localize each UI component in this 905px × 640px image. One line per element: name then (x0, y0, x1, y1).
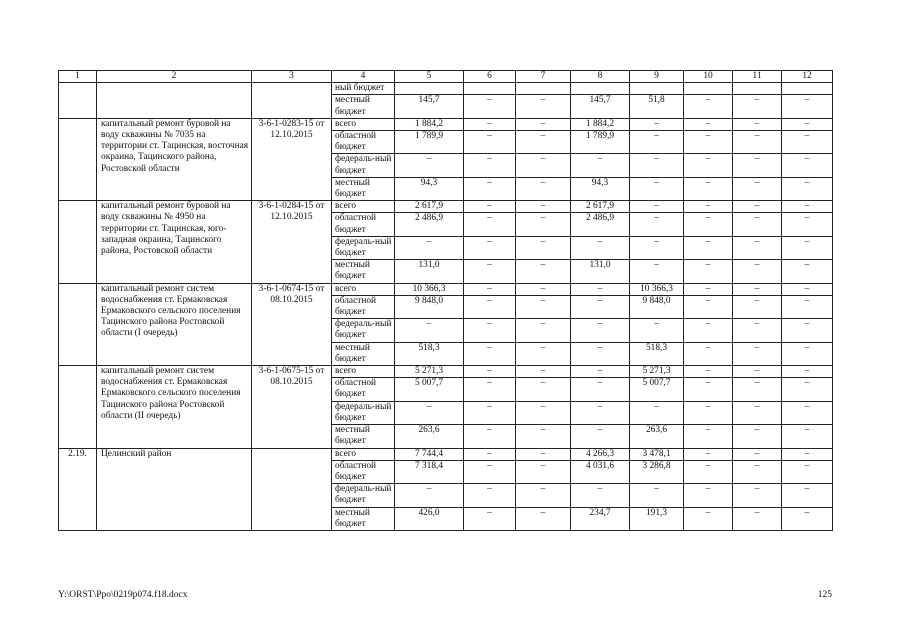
value-cell: 10 366,3 (630, 283, 684, 295)
column-header: 12 (782, 71, 833, 83)
table-row (59, 83, 833, 95)
value-cell: – (733, 131, 782, 154)
value-cell: – (516, 260, 571, 283)
value-cell: – (733, 342, 782, 365)
value-cell: – (782, 401, 833, 424)
value-cell: – (516, 283, 571, 295)
value-cell: – (464, 283, 516, 295)
value-cell: – (516, 177, 571, 200)
value-cell: – (464, 507, 516, 530)
value-cell: – (630, 154, 684, 177)
value-cell: – (630, 213, 684, 236)
value-cell: – (733, 460, 782, 483)
value-cell (782, 83, 833, 95)
value-cell: – (516, 295, 571, 318)
value-cell: 145,7 (395, 95, 464, 118)
value-cell: – (684, 283, 733, 295)
value-cell: – (782, 448, 833, 460)
value-cell: 1 789,9 (395, 131, 464, 154)
value-cell: 131,0 (571, 260, 630, 283)
registration-cell: 3-6-1-0674-15 от 08.10.2015 (252, 283, 332, 365)
budget-type-cell: местный бюджет (332, 425, 395, 448)
value-cell: 518,3 (395, 342, 464, 365)
value-cell: – (782, 236, 833, 259)
value-cell: – (464, 448, 516, 460)
value-cell: – (464, 484, 516, 507)
value-cell: – (733, 95, 782, 118)
value-cell: – (684, 342, 733, 365)
registration-cell (252, 448, 332, 530)
value-cell: – (782, 507, 833, 530)
value-cell: – (782, 260, 833, 283)
value-cell: – (395, 484, 464, 507)
value-cell: – (684, 401, 733, 424)
value-cell: – (684, 177, 733, 200)
value-cell: – (464, 378, 516, 401)
registration-cell: 3-6-1-0283-15 от 12.10.2015 (252, 118, 332, 200)
value-cell: – (571, 154, 630, 177)
budget-type-cell: местный бюджет (332, 342, 395, 365)
value-cell: – (684, 154, 733, 177)
value-cell: 1 884,2 (571, 118, 630, 130)
value-cell: – (684, 118, 733, 130)
value-cell: – (571, 378, 630, 401)
value-cell: – (630, 177, 684, 200)
value-cell: 2 617,9 (395, 201, 464, 213)
value-cell: 5 271,3 (395, 366, 464, 378)
registration-cell: 3-6-1-0284-15 от 12.10.2015 (252, 201, 332, 283)
value-cell: 51,8 (630, 95, 684, 118)
budget-type-cell: областной бюджет (332, 131, 395, 154)
budget-type-cell: всего (332, 448, 395, 460)
budget-type-cell: федераль-ный бюджет (332, 154, 395, 177)
item-number-cell (59, 201, 97, 283)
footer-file-path: Y:\ORST\Ppo\0219p074.f18.docx (58, 590, 188, 600)
budget-type-cell: местный бюджет (332, 260, 395, 283)
value-cell: – (684, 295, 733, 318)
budget-type-cell: всего (332, 366, 395, 378)
page-number: 125 (817, 590, 832, 600)
value-cell: – (684, 131, 733, 154)
value-cell: – (516, 425, 571, 448)
value-cell: – (684, 484, 733, 507)
value-cell: – (464, 201, 516, 213)
value-cell: 131,0 (395, 260, 464, 283)
value-cell (630, 83, 684, 95)
value-cell: – (733, 260, 782, 283)
column-header: 10 (684, 71, 733, 83)
item-number-cell (59, 283, 97, 365)
value-cell: – (516, 448, 571, 460)
budget-table (58, 70, 833, 531)
value-cell: 9 848,0 (395, 295, 464, 318)
column-header: 6 (464, 71, 516, 83)
value-cell: 1 789,9 (571, 131, 630, 154)
value-cell: 9 848,0 (630, 295, 684, 318)
value-cell: 518,3 (630, 342, 684, 365)
table-row (59, 118, 833, 130)
value-cell: – (516, 460, 571, 483)
value-cell: – (516, 201, 571, 213)
value-cell: – (684, 260, 733, 283)
column-header: 8 (571, 71, 630, 83)
value-cell: – (782, 460, 833, 483)
value-cell: – (464, 425, 516, 448)
value-cell (516, 83, 571, 95)
value-cell: – (733, 213, 782, 236)
value-cell: – (464, 460, 516, 483)
value-cell: – (782, 378, 833, 401)
budget-type-cell: местный бюджет (332, 177, 395, 200)
budget-type-cell: федераль-ный бюджет (332, 319, 395, 342)
value-cell: – (464, 260, 516, 283)
value-cell: – (464, 177, 516, 200)
table-row (59, 448, 833, 460)
value-cell: – (733, 378, 782, 401)
value-cell: 10 366,3 (395, 283, 464, 295)
value-cell: – (782, 366, 833, 378)
value-cell: – (464, 342, 516, 365)
value-cell: – (782, 118, 833, 130)
budget-type-cell: областной бюджет (332, 295, 395, 318)
value-cell: 5 271,3 (630, 366, 684, 378)
value-cell (464, 83, 516, 95)
value-cell: – (516, 366, 571, 378)
value-cell: 94,3 (571, 177, 630, 200)
budget-type-cell: федераль-ный бюджет (332, 236, 395, 259)
object-name-cell: Целинский район (97, 448, 252, 530)
column-header: 3 (252, 71, 332, 83)
value-cell: – (516, 236, 571, 259)
value-cell: – (571, 366, 630, 378)
value-cell: – (395, 319, 464, 342)
value-cell: 2 486,9 (395, 213, 464, 236)
budget-type-cell: областной бюджет (332, 213, 395, 236)
budget-type-cell: всего (332, 118, 395, 130)
value-cell: – (684, 201, 733, 213)
value-cell: – (684, 319, 733, 342)
budget-type-cell: всего (332, 283, 395, 295)
value-cell: – (464, 118, 516, 130)
value-cell: 5 007,7 (395, 378, 464, 401)
value-cell: – (630, 118, 684, 130)
object-name-cell: капитальный ремонт буровой на воду скважины № 7035 на территории ст. Тацинская, восточная окраина, Тацинского района, Ростовской области (97, 118, 252, 200)
value-cell: – (733, 319, 782, 342)
value-cell: – (684, 460, 733, 483)
value-cell: – (516, 484, 571, 507)
budget-type-cell: местный бюджет (332, 507, 395, 530)
value-cell: – (516, 401, 571, 424)
value-cell: – (782, 154, 833, 177)
value-cell: – (684, 425, 733, 448)
value-cell: – (571, 236, 630, 259)
column-header: 4 (332, 71, 395, 83)
value-cell: – (733, 507, 782, 530)
budget-type-cell: всего (332, 201, 395, 213)
value-cell: – (571, 484, 630, 507)
value-cell: – (782, 283, 833, 295)
value-cell: – (733, 366, 782, 378)
value-cell: – (630, 131, 684, 154)
value-cell: 234,7 (571, 507, 630, 530)
item-number-cell (59, 366, 97, 448)
value-cell: – (782, 484, 833, 507)
table-row (59, 366, 833, 378)
item-number-cell (59, 83, 97, 119)
value-cell (684, 83, 733, 95)
value-cell: 4 266,3 (571, 448, 630, 460)
value-cell: – (395, 401, 464, 424)
value-cell: – (630, 319, 684, 342)
value-cell: – (782, 201, 833, 213)
value-cell: – (516, 507, 571, 530)
value-cell: – (464, 295, 516, 318)
value-cell: – (464, 366, 516, 378)
object-name-cell (97, 83, 252, 119)
value-cell: – (782, 131, 833, 154)
value-cell: 94,3 (395, 177, 464, 200)
value-cell: – (733, 236, 782, 259)
value-cell: – (684, 507, 733, 530)
value-cell: 263,6 (395, 425, 464, 448)
budget-type-cell: областной бюджет (332, 460, 395, 483)
value-cell: – (782, 177, 833, 200)
value-cell: 3 478,1 (630, 448, 684, 460)
value-cell: – (733, 201, 782, 213)
item-number-cell: 2.19. (59, 448, 97, 530)
object-name-cell: капитальный ремонт систем водоснабжения ст. Ермаковская Ермаковского сельского поселения Тацинского района Ростовской области (II очередь) (97, 366, 252, 448)
value-cell: – (782, 342, 833, 365)
value-cell: – (516, 131, 571, 154)
value-cell: – (733, 154, 782, 177)
value-cell: – (733, 425, 782, 448)
value-cell: – (516, 342, 571, 365)
value-cell: – (464, 319, 516, 342)
value-cell: – (464, 213, 516, 236)
value-cell: 5 007,7 (630, 378, 684, 401)
value-cell: 1 884,2 (395, 118, 464, 130)
column-header: 5 (395, 71, 464, 83)
value-cell: – (782, 425, 833, 448)
value-cell: 7 744,4 (395, 448, 464, 460)
value-cell: – (684, 378, 733, 401)
value-cell: – (516, 319, 571, 342)
value-cell: – (630, 236, 684, 259)
value-cell: – (571, 295, 630, 318)
table-row (59, 201, 833, 213)
value-cell: – (571, 319, 630, 342)
value-cell: – (733, 484, 782, 507)
value-cell: – (733, 118, 782, 130)
value-cell: 3 286,8 (630, 460, 684, 483)
value-cell: 145,7 (571, 95, 630, 118)
column-header: 9 (630, 71, 684, 83)
value-cell: – (684, 366, 733, 378)
value-cell: – (516, 378, 571, 401)
header-row (59, 71, 833, 83)
value-cell: – (733, 177, 782, 200)
value-cell: – (630, 201, 684, 213)
value-cell: – (571, 401, 630, 424)
registration-cell (252, 83, 332, 119)
value-cell: – (464, 154, 516, 177)
object-name-cell: капитальный ремонт буровой на воду скважины № 4950 на территории ст. Тацинская, юго-западная окраина, Тацинского района, Ростовской области (97, 201, 252, 283)
value-cell: 4 031,6 (571, 460, 630, 483)
value-cell (395, 83, 464, 95)
value-cell: 2 486,9 (571, 213, 630, 236)
budget-type-cell: ный бюджет (332, 83, 395, 95)
value-cell: – (684, 213, 733, 236)
value-cell: – (782, 319, 833, 342)
value-cell: – (464, 95, 516, 118)
column-header: 2 (97, 71, 252, 83)
registration-cell: 3-6-1-0675-15 от 08.10.2015 (252, 366, 332, 448)
value-cell: 263,6 (630, 425, 684, 448)
value-cell: 191,3 (630, 507, 684, 530)
budget-type-cell: федераль-ный бюджет (332, 484, 395, 507)
value-cell: – (464, 401, 516, 424)
value-cell: – (782, 213, 833, 236)
column-header: 1 (59, 71, 97, 83)
value-cell: – (516, 118, 571, 130)
value-cell: – (630, 484, 684, 507)
value-cell: – (630, 401, 684, 424)
value-cell: – (395, 154, 464, 177)
value-cell: – (571, 283, 630, 295)
value-cell: – (464, 236, 516, 259)
value-cell: – (684, 95, 733, 118)
column-header: 7 (516, 71, 571, 83)
value-cell: – (516, 154, 571, 177)
value-cell: – (684, 236, 733, 259)
object-name-cell: капитальный ремонт систем водоснабжения ст. Ермаковская Ермаковского сельского поселения Тацинского района Ростовской области (I очередь) (97, 283, 252, 365)
value-cell: – (733, 448, 782, 460)
value-cell: – (571, 425, 630, 448)
value-cell: – (395, 236, 464, 259)
budget-type-cell: местный бюджет (332, 95, 395, 118)
value-cell: – (516, 213, 571, 236)
value-cell: – (516, 95, 571, 118)
value-cell: – (684, 448, 733, 460)
value-cell (733, 83, 782, 95)
value-cell: – (571, 342, 630, 365)
value-cell: 7 318,4 (395, 460, 464, 483)
budget-type-cell: областной бюджет (332, 378, 395, 401)
value-cell: 426,0 (395, 507, 464, 530)
value-cell: – (782, 95, 833, 118)
value-cell: – (733, 401, 782, 424)
budget-type-cell: федераль-ный бюджет (332, 401, 395, 424)
value-cell (571, 83, 630, 95)
value-cell: – (630, 260, 684, 283)
table-row (59, 283, 833, 295)
value-cell: – (733, 283, 782, 295)
value-cell: – (733, 295, 782, 318)
value-cell: – (782, 295, 833, 318)
value-cell: 2 617,9 (571, 201, 630, 213)
value-cell: – (464, 131, 516, 154)
column-header: 11 (733, 71, 782, 83)
item-number-cell (59, 118, 97, 200)
